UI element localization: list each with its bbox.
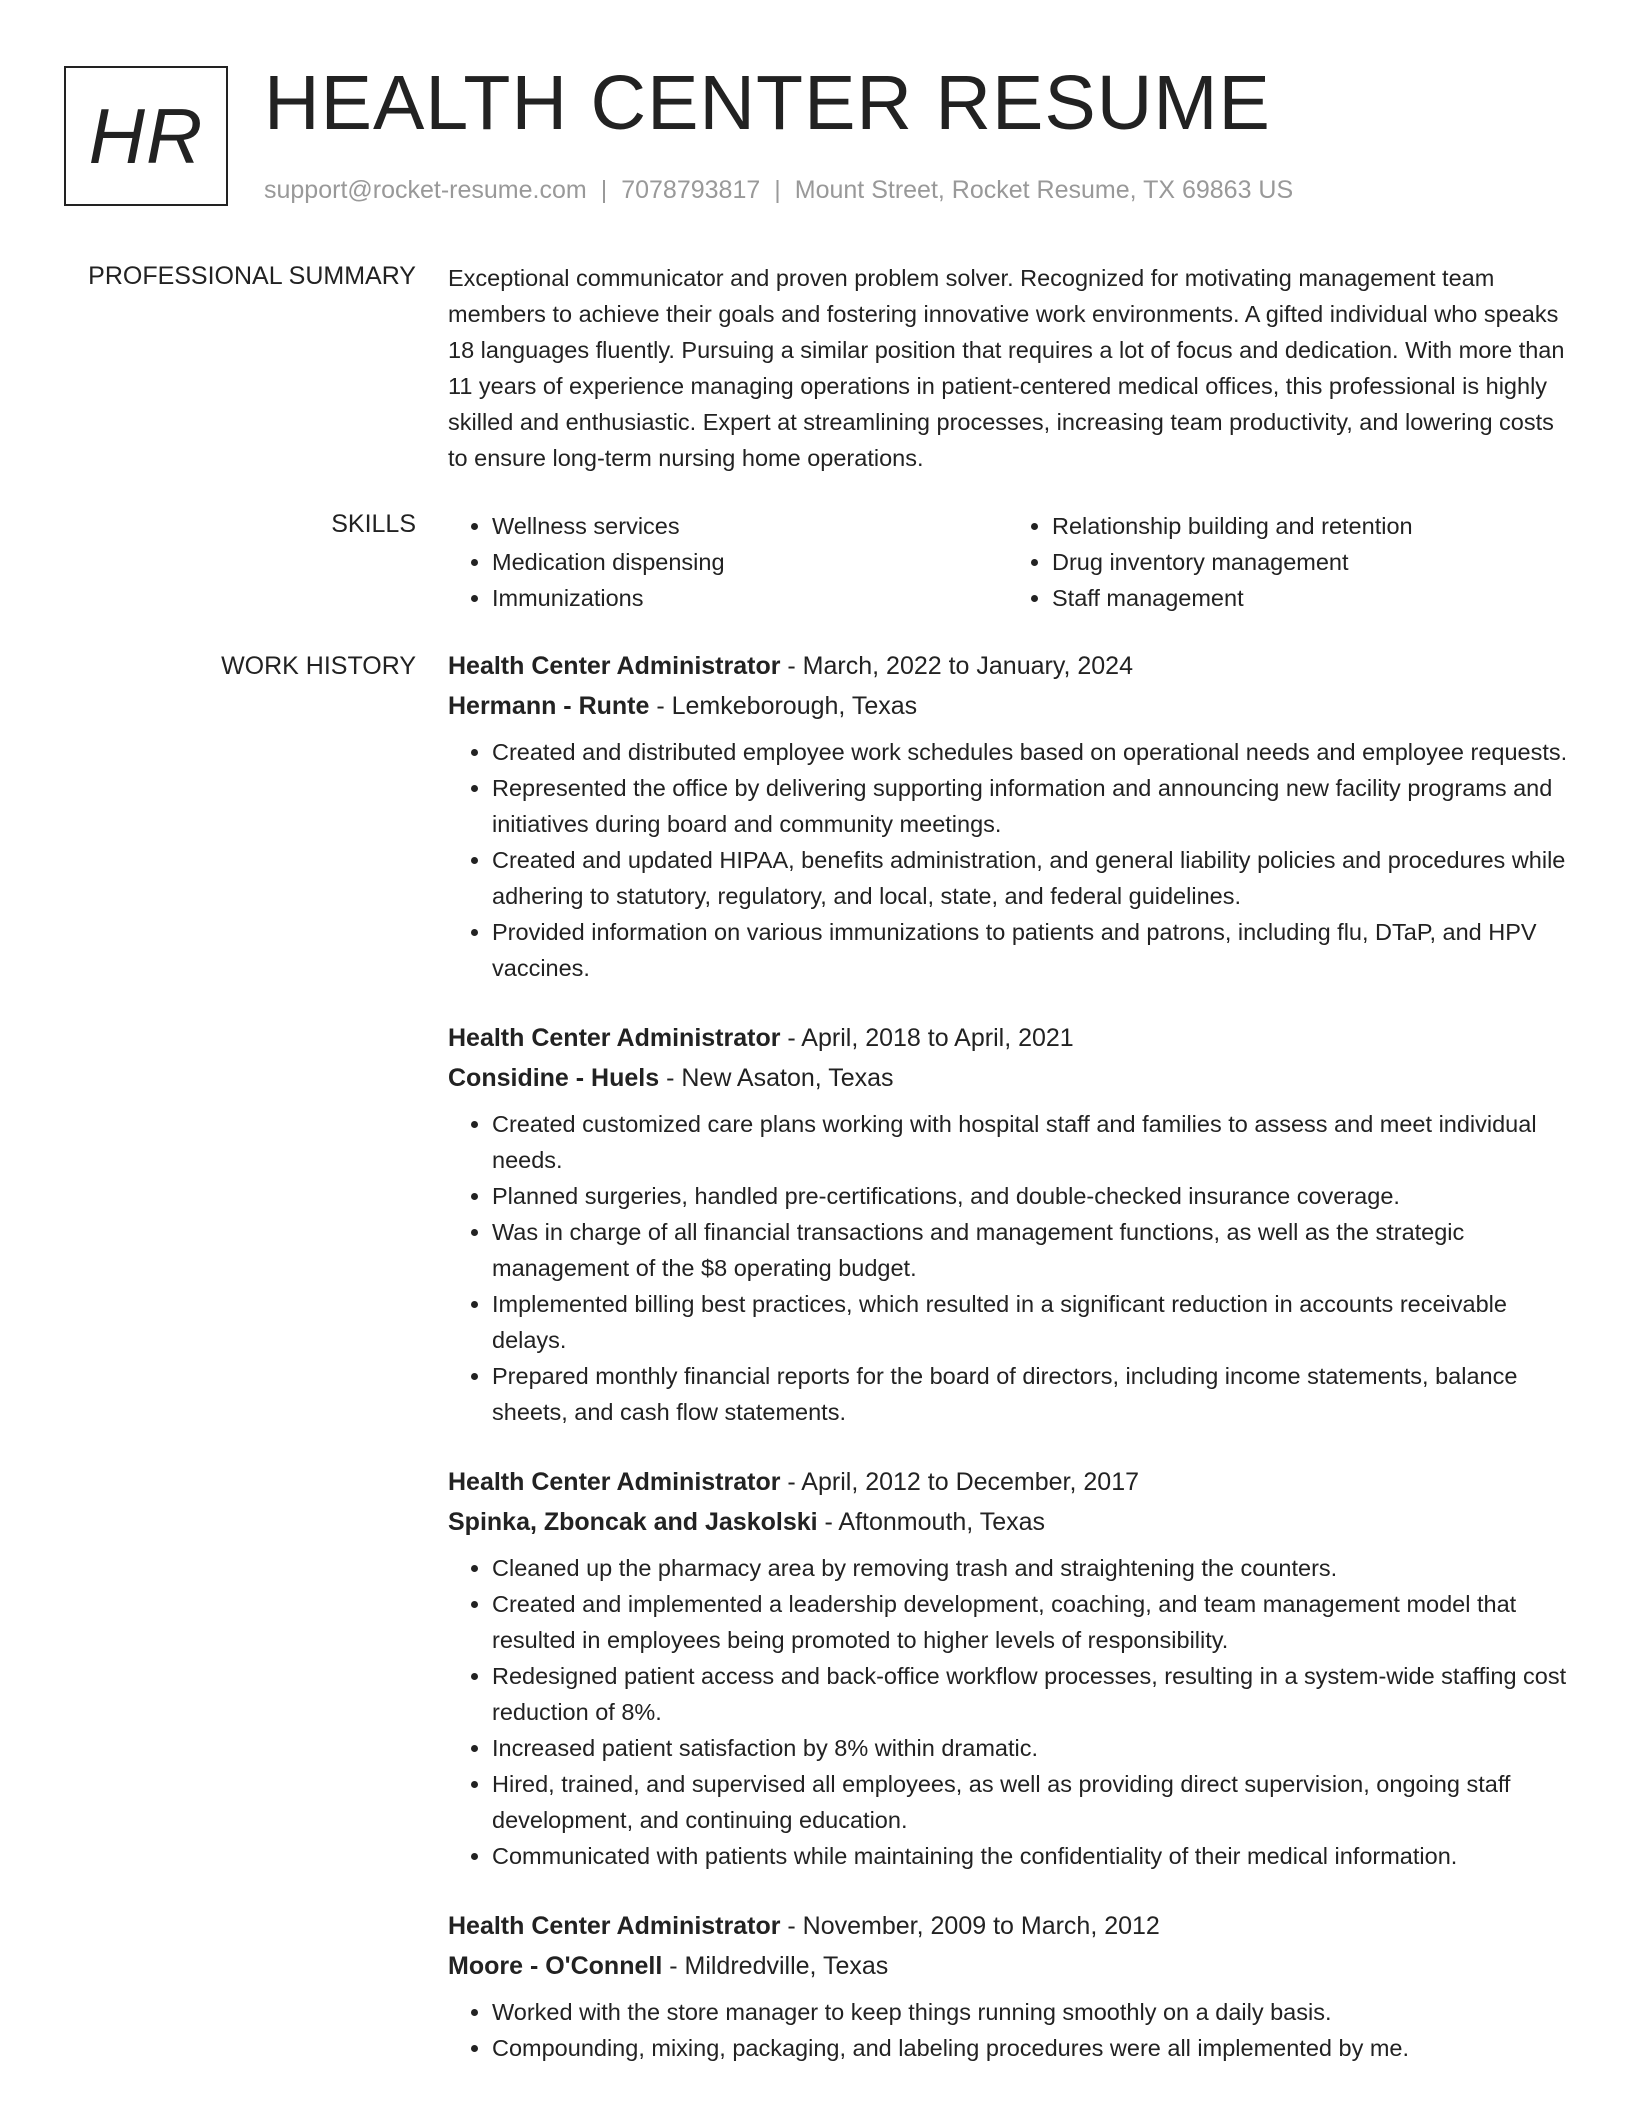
job-bullet: • Communicated with patients while maintaining the confidentiality of their medical information.: [492, 1838, 1568, 1874]
skill-item: • Staff management: [1052, 580, 1568, 616]
job-bullet: • Created customized care plans working with hospital staff and families to assess and meet individual needs.: [492, 1106, 1568, 1178]
contact-separator: |: [774, 176, 781, 204]
job-title: Health Center Administrator: [448, 652, 781, 680]
job-entry: [448, 646, 1568, 986]
job-entry: [448, 1018, 1568, 1430]
job-bullet: • Increased patient satisfaction by 8% within dramatic.: [492, 1730, 1568, 1766]
skill-item: • Medication dispensing: [492, 544, 1008, 580]
job-bullet: • Implemented billing best practices, which resulted in a significant reduction in accounts receivable delays.: [492, 1286, 1568, 1358]
job-title-line: [448, 1018, 1568, 1058]
job-bullets: [448, 1106, 1568, 1430]
contact-address: Mount Street, Rocket Resume, TX 69863 US: [794, 176, 1294, 204]
skill-item: • Immunizations: [492, 580, 1008, 616]
job-location: - Mildredville, Texas: [662, 1952, 889, 1980]
job-title: Health Center Administrator: [448, 1912, 781, 1940]
job-location: - Lemkeborough, Texas: [649, 692, 918, 720]
job-company-line: [448, 686, 1568, 726]
job-bullet: • Provided information on various immunizations to patients and patrons, including flu, DTaP, and HPV vaccines.: [492, 914, 1568, 986]
job-bullet: • Prepared monthly financial reports for the board of directors, including income statements, balance sheets, and cash flow statements.: [492, 1358, 1568, 1430]
summary-text: Exceptional communicator and proven problem solver. Recognized for motivating management team members to achieve their goals and fostering innovative work environments. A gifted individual who speaks 18 languages fluently. Pursuing a similar position that requires a lot of focus and dedication. With more than 11 years of experience managing operations in patient-centered medical offices, this professional is highly skilled and enthusiastic. Expert at streamlining processes, increasing team productivity, and lowering costs to ensure long-term nursing home operations.: [448, 265, 1565, 471]
job-dates: - November, 2009 to March, 2012: [780, 1912, 1160, 1940]
job-title: Health Center Administrator: [448, 1468, 781, 1496]
skills-grid: [448, 508, 1568, 616]
job-bullets: [448, 1550, 1568, 1874]
contact-phone: 7078793817: [621, 176, 761, 204]
job-entry: [448, 1462, 1568, 1874]
page-title: HEALTH CENTER RESUME: [264, 60, 1271, 146]
summary-heading: PROFESSIONAL SUMMARY: [88, 262, 416, 290]
job-dates: - April, 2012 to December, 2017: [780, 1468, 1140, 1496]
job-location: - New Asaton, Texas: [659, 1064, 894, 1092]
job-company-line: [448, 1946, 1568, 1986]
skill-item: • Relationship building and retention: [1052, 508, 1568, 544]
work-history-section: [448, 646, 1568, 2098]
job-title-line: [448, 1462, 1568, 1502]
job-bullet: • Represented the office by delivering supporting information and announcing new facility programs and initiatives during board and community meetings.: [492, 770, 1568, 842]
work-history-heading: WORK HISTORY: [221, 652, 416, 680]
skills-heading: SKILLS: [331, 510, 416, 538]
skills-list-left: [448, 508, 1008, 616]
job-bullet: • Cleaned up the pharmacy area by removing trash and straightening the counters.: [492, 1550, 1568, 1586]
job-title-line: [448, 646, 1568, 686]
job-bullets: [448, 734, 1568, 986]
skill-item: • Drug inventory management: [1052, 544, 1568, 580]
job-location: - Aftonmouth, Texas: [817, 1508, 1046, 1536]
job-bullet: • Created and implemented a leadership development, coaching, and team management model that resulted in employees being promoted to higher levels of responsibility.: [492, 1586, 1568, 1658]
contact-line: [264, 174, 1293, 206]
job-bullet: • Created and updated HIPAA, benefits administration, and general liability policies and procedures while adhering to statutory, regulatory, and local, state, and federal guidelines.: [492, 842, 1568, 914]
job-company: Moore - O'Connell: [448, 1952, 663, 1980]
contact-separator: |: [600, 176, 608, 204]
job-bullet: • Created and distributed employee work schedules based on operational needs and employee requests.: [492, 734, 1568, 770]
job-dates: - March, 2022 to January, 2024: [780, 652, 1133, 680]
skill-item: • Wellness services: [492, 508, 1008, 544]
job-title-line: [448, 1906, 1568, 1946]
job-company: Spinka, Zboncak and Jaskolski: [448, 1508, 818, 1536]
job-entry: [448, 1906, 1568, 2066]
job-bullet: • Planned surgeries, handled pre-certifications, and double-checked insurance coverage.: [492, 1178, 1568, 1214]
job-bullet: • Hired, trained, and supervised all employees, as well as providing direct supervision, ongoing staff development, and continuing education.: [492, 1766, 1568, 1838]
job-bullet: • Worked with the store manager to keep things running smoothly on a daily basis.: [492, 1994, 1568, 2030]
skills-list-right: [1008, 508, 1568, 616]
job-company-line: [448, 1058, 1568, 1098]
job-bullets: [448, 1994, 1568, 2066]
summary-section: [448, 260, 1568, 476]
contact-email: support@rocket-resume.com: [264, 176, 587, 204]
job-company: Considine - Huels: [448, 1064, 660, 1092]
job-bullet: • Compounding, mixing, packaging, and labeling procedures were all implemented by me.: [492, 2030, 1568, 2066]
job-dates: - April, 2018 to April, 2021: [780, 1024, 1074, 1052]
skills-section: [448, 508, 1568, 616]
job-bullet: • Was in charge of all financial transactions and management functions, as well as the strategic management of the $8 operating budget.: [492, 1214, 1568, 1286]
monogram-logo: HR: [64, 66, 228, 206]
job-title: Health Center Administrator: [448, 1024, 781, 1052]
job-bullet: • Redesigned patient access and back-office workflow processes, resulting in a system-wide staffing cost reduction of 8%.: [492, 1658, 1568, 1730]
job-company-line: [448, 1502, 1568, 1542]
job-company: Hermann - Runte: [448, 692, 650, 720]
